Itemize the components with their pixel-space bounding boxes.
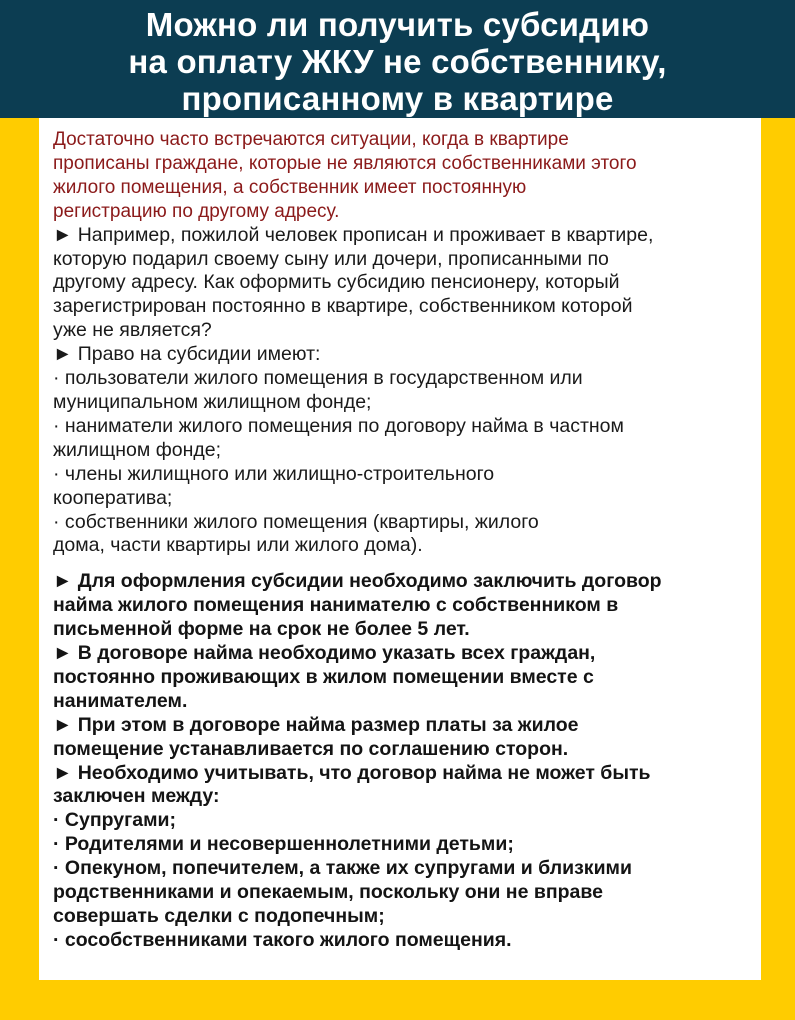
list-item: муниципальном жилищном фонде; [53,390,372,413]
list-item: · сособственниками такого жилого помещения. [53,928,512,951]
text-line: ► Право на субсидии имеют: [53,343,321,366]
text-line: постоянно проживающих в жилом помещении вместе с [53,665,594,688]
text-line: другому адресу. Как оформить субсидию пенсионеру, который [53,271,620,294]
list-item: кооператива; [53,486,173,509]
text-line: заключен между: [53,785,220,808]
content-panel [39,118,761,980]
text-line: уже не является? [53,319,212,342]
eligibility-section [53,224,753,559]
text-line: зарегистрирован постоянно в квартире, собственником которой [53,295,633,318]
list-item: · Родителями и несовершеннолетними детьми; [53,833,514,856]
text-line: ► Необходимо учитывать, что договор найма не может быть [53,761,651,784]
header-banner [0,0,795,118]
intro-line: регистрацию по другому адресу. [53,200,340,222]
text-line: которую подарил своему сыну или дочери, прописанными по [53,247,609,270]
intro-line: Достаточно часто встречаются ситуации, когда в квартире [53,129,569,150]
list-item: · Опекуном, попечителем, а также их супругами и близкими [53,857,632,880]
list-item: родственниками и опекаемым, поскольку они не вправе [53,881,603,904]
list-item: · Супругами; [53,809,176,832]
title-line-3: прописанному в квартире [181,80,614,117]
list-item: · члены жилищного или жилищно-строительного [53,462,495,485]
list-item: · собственники жилого помещения (квартиры, жилого [53,510,539,533]
text-line: ► Например, пожилой человек прописан и проживает в квартире, [53,223,654,246]
text-line: письменной форме на срок не более 5 лет. [53,618,470,641]
text-line: найма жилого помещения нанимателю с собственником в [53,594,619,617]
list-item: жилищном фонде; [53,438,221,461]
list-item: совершать сделки с подопечным; [53,905,385,927]
text-line: ► При этом в договоре найма размер платы за жилое [53,713,579,736]
contract-section [53,570,753,953]
title-line-1: Можно ли получить субсидию [145,6,650,43]
intro-paragraph [53,128,753,224]
text-line: ► Для оформления субсидии необходимо заключить договор [53,570,662,593]
intro-line: прописаны граждане, которые не являются собственниками этого [53,152,637,174]
title-line-2: на оплату ЖКУ не собственнику, [128,43,667,80]
intro-line: жилого помещения, а собственник имеет постоянную [53,176,527,198]
text-line: помещение устанавливается по соглашению сторон. [53,737,569,760]
list-item: дома, части квартиры или жилого дома). [53,534,423,557]
text-line: ► В договоре найма необходимо указать всех граждан, [53,642,596,665]
list-item: · пользователи жилого помещения в государственном или [53,367,583,390]
text-line: нанимателем. [53,689,188,712]
list-item: · наниматели жилого помещения по договору найма в частном [53,414,624,437]
